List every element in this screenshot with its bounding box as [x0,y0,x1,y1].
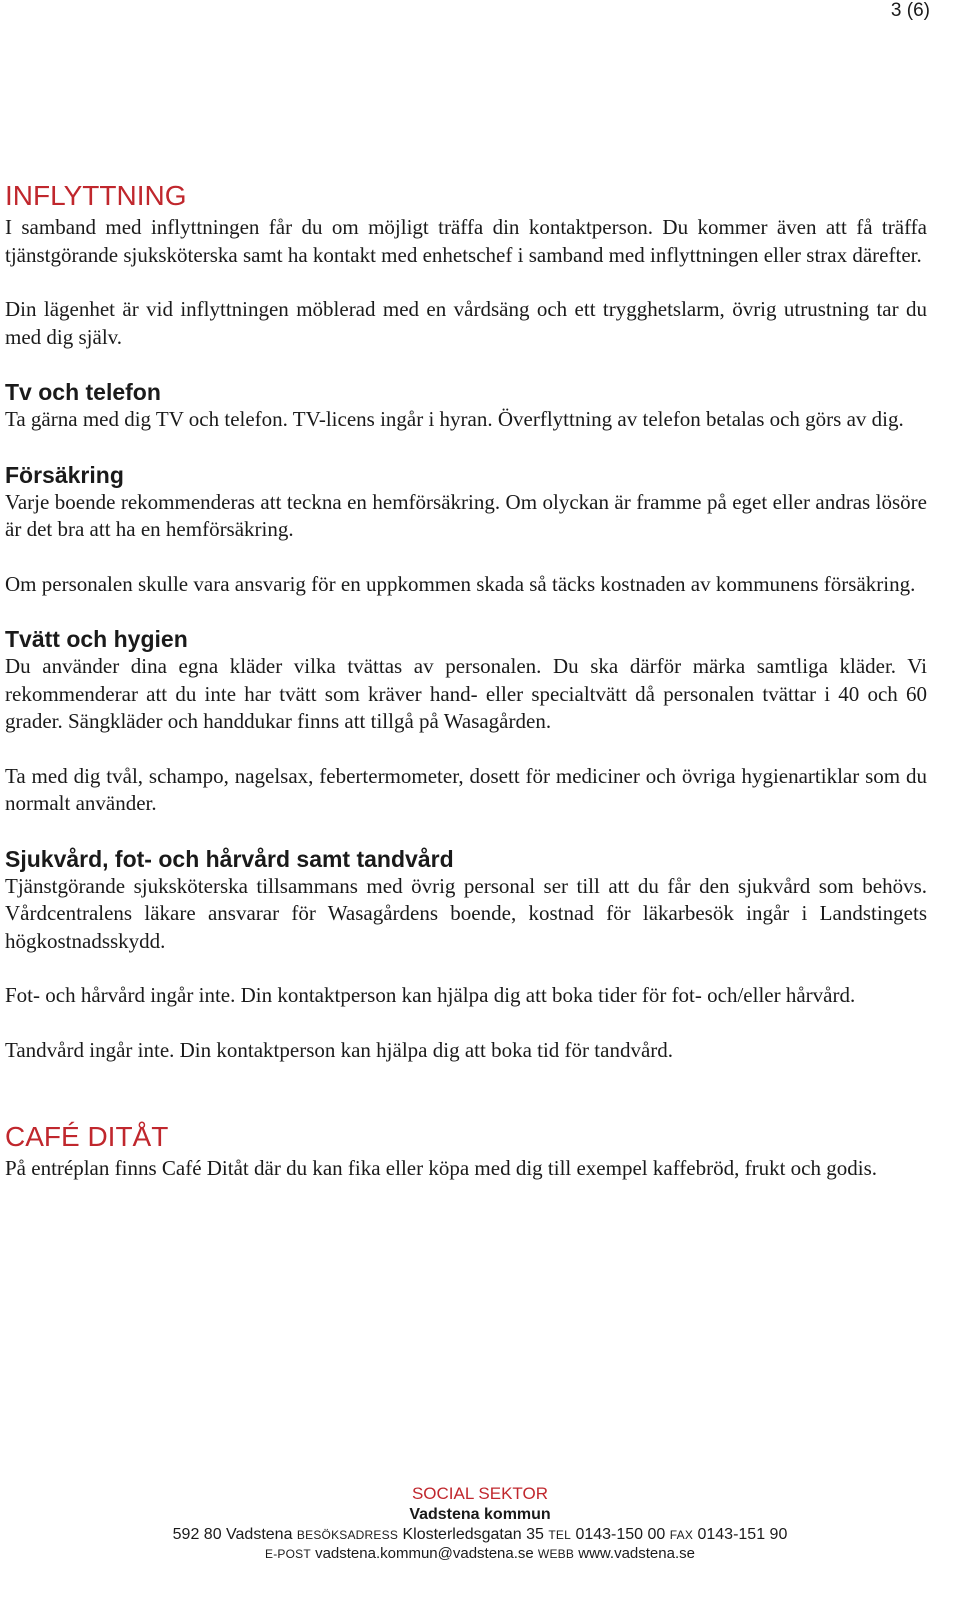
paragraph: På entréplan finns Café Ditåt där du kan fika eller köpa med dig till exempel kaffebröd, frukt och godis. [5,1156,878,1180]
document-body [5,178,927,1183]
paragraph: Om personalen skulle vara ansvarig för en uppkommen skada så täcks kostnaden av kommunens försäkring. [5,571,916,596]
paragraph: Tandvård ingår inte. Din kontaktperson kan hjälpa dig att boka tid för tandvård. [5,1037,674,1062]
footer-sector: SOCIAL SEKTOR [411,1484,549,1503]
page-footer [0,1483,960,1563]
footer-postal: 592 80 Vadstena [172,1526,293,1543]
paragraph: Ta gärna med dig TV och telefon. TV-licens ingår i hyran. Överflyttning av telefon betalas och görs av dig. [5,407,904,431]
subheading-sjukvard: Sjukvård, fot- och hårvård samt tandvård [5,845,454,872]
paragraph: Fot- och hårvård ingår inte. Din kontaktperson kan hjälpa dig att boka tider för fot- och/eller hårvård. [5,983,856,1007]
footer-visit-label: BESÖKSADRESS [296,1528,399,1542]
section-title-cafe: CAFÉ DITÅT [5,1121,169,1152]
footer-email[interactable]: vadstena.kommun@vadstena.se [315,1545,534,1562]
footer-visit-address: Klosterledsgatan 35 [402,1526,544,1543]
paragraph: Du använder dina egna kläder vilka tvättas av personalen. Du ska därför märka samtliga kläder. Vi rekommenderar att du inte har tvätt som kräver hand- eller specialtvätt då personalen tvättar i 40 och 60 grader. Sängkläder och handdukar finns att tillgå på Wasagården. [5,654,927,733]
footer-contact-line [0,1525,960,1545]
footer-tel-label: TEL [548,1528,571,1542]
footer-organization: Vadstena kommun [409,1506,551,1523]
subheading-tvatt-hygien: Tvätt och hygien [5,626,188,652]
page-number: 3 (6) [890,0,930,21]
paragraph: Tjänstgörande sjuksköterska tillsammans med övrig personal ser till att du får den sjukvård som behövs. Vårdcentralens läkare ansvarar för Wasagårdens boende, kostnad för läkarbesök ingår i Landstingets högkostnadsskydd. [5,873,927,953]
footer-web[interactable]: www.vadstena.se [578,1545,695,1562]
footer-web-label: WEBB [537,1547,575,1561]
footer-tel: 0143-150 00 [575,1526,666,1543]
section-title-inflyttning: INFLYTTNING [5,180,187,211]
footer-fax: 0143-151 90 [697,1526,788,1543]
subheading-forsakring: Försäkring [5,461,124,488]
footer-fax-label: FAX [669,1528,694,1542]
paragraph: Din lägenhet är vid inflyttningen möblerad med en vårdsäng och ett trygghetslarm, övrig utrustning tar du med dig själv. [5,297,927,349]
paragraph: Varje boende rekommenderas att teckna en hemförsäkring. Om olyckan är framme på eget eller andras lösöre är det bra att ha en hemförsäkring. [5,489,927,541]
subheading-tv-telefon: Tv och telefon [5,379,161,405]
paragraph: Ta med dig tvål, schampo, nagelsax, febertermometer, dosett för mediciner och övriga hygienartiklar som du normalt använder. [5,763,927,815]
paragraph: I samband med inflyttningen får du om möjligt träffa din kontaktperson. Du kommer även att få träffa tjänstgörande sjuksköterska samt ha kontakt med enhetschef i samband med inflyttningen eller strax därefter. [5,215,927,267]
footer-email-label: E-POST [265,1547,311,1561]
footer-web-line [0,1545,960,1563]
